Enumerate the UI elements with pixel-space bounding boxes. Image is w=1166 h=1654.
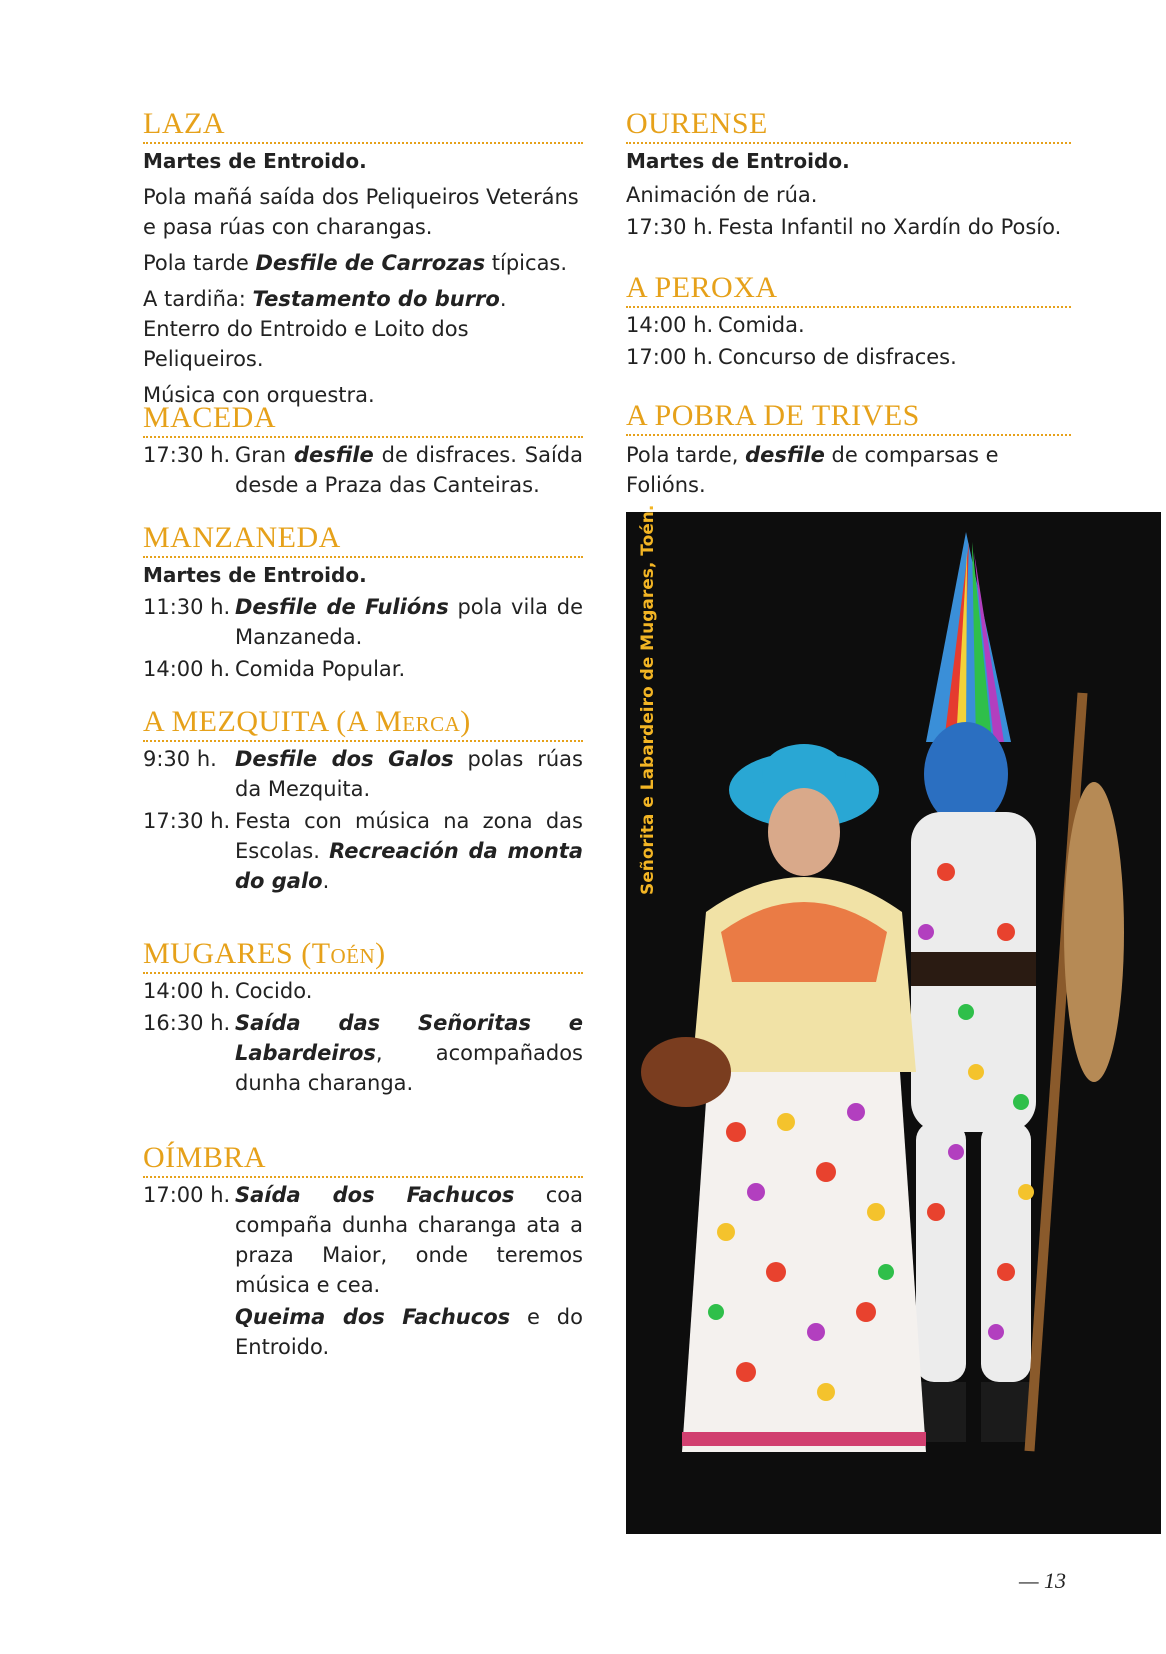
entry-time: 14:00 h.: [626, 313, 714, 337]
schedule-entry: [626, 310, 1071, 340]
entry-time: 17:30 h.: [143, 443, 231, 467]
schedule-entry: [143, 1302, 583, 1362]
schedule-entry: [143, 592, 583, 652]
entry-description: Gran desfile de disfraces. Saída desde a Praza das Canteiras.: [235, 443, 583, 497]
paragraph: Pola tarde, desfile de comparsas e Folións.: [626, 443, 999, 497]
schedule-entry: [626, 212, 1071, 242]
paragraph: Pola mañá saída dos Peliqueiros Veteráns e pasa rúas con charangas.: [143, 185, 579, 239]
entry-description: Saída dos Fachucos coa compaña dunha charanga ata a praza Maior, onde teremos música e cea.: [235, 1183, 583, 1297]
costume-illustration: [626, 512, 1161, 1534]
section-subtitle: Martes de Entroido.: [626, 149, 850, 173]
schedule-entry: [143, 806, 583, 896]
entry-time: 14:00 h.: [143, 657, 231, 681]
entry-time: 17:30 h.: [143, 809, 231, 833]
entry-time: [143, 1302, 235, 1362]
page-number: — 13: [1018, 1568, 1066, 1593]
section-title: A MEZQUITA (A Merca): [143, 706, 583, 742]
entry-time: 16:30 h.: [143, 1011, 231, 1035]
schedule-entry: [143, 1180, 583, 1300]
section-mugares: [143, 938, 583, 1098]
entry-time: 11:30 h.: [143, 595, 231, 619]
section-ourense: [626, 108, 1071, 242]
section-pobra-de-trives: [626, 400, 1071, 500]
schedule-entry: [143, 440, 583, 500]
section-subtitle: Martes de Entroido.: [143, 563, 367, 587]
section-title: A POBRA DE TRIVES: [626, 400, 1071, 436]
paragraph: A tardiña: Testamento do burro. Enterro do Entroido e Loito dos Peliqueiros.: [143, 287, 507, 371]
entry-description: Festa con música na zona das Escolas. Recreación da monta do galo.: [235, 809, 583, 893]
section-title: A PEROXA: [626, 272, 1071, 308]
entry-time: 17:00 h.: [626, 345, 714, 369]
entry-time: 17:00 h.: [143, 1183, 231, 1207]
entry-description: Concurso de disfraces.: [718, 345, 957, 369]
paragraph: Animación de rúa.: [626, 183, 818, 207]
entry-description: Desfile dos Galos polas rúas da Mezquita.: [235, 747, 583, 801]
entry-description: Festa Infantil no Xardín do Posío.: [718, 215, 1062, 239]
carnival-costume-photo: [626, 512, 1161, 1534]
entry-description: Comida.: [718, 313, 805, 337]
section-laza: [143, 108, 583, 410]
section-maceda: [143, 402, 583, 500]
schedule-entry: [143, 976, 583, 1006]
entry-time: 14:00 h.: [143, 979, 231, 1003]
section-title: MACEDA: [143, 402, 583, 438]
schedule-entry: [143, 1008, 583, 1098]
section-peroxa: [626, 272, 1071, 372]
section-title: OÍMBRA: [143, 1142, 583, 1178]
entry-description: Comida Popular.: [235, 657, 406, 681]
section-title: MANZANEDA: [143, 522, 583, 558]
entry-time: 17:30 h.: [626, 215, 714, 239]
entry-description: Queima dos Fachucos e do Entroido.: [235, 1305, 583, 1359]
paragraph: Música con orquestra.: [143, 383, 375, 407]
entry-time: 9:30 h.: [143, 747, 217, 771]
section-oimbra: [143, 1142, 583, 1362]
schedule-entry: [626, 342, 1071, 372]
entry-description: Desfile de Fulións pola vila de Manzaneda.: [235, 595, 584, 649]
entry-description: Cocido.: [235, 979, 313, 1003]
section-title: LAZA: [143, 108, 583, 144]
schedule-entry: [143, 654, 583, 684]
paragraph: Pola tarde Desfile de Carrozas típicas.: [143, 251, 568, 275]
section-subtitle: Martes de Entroido.: [143, 149, 367, 173]
section-title: MUGARES (Toén): [143, 938, 583, 974]
entry-description: Saída das Señoritas e Labardeiros, acompañados dunha charanga.: [235, 1011, 583, 1095]
section-mezquita: [143, 706, 583, 896]
section-manzaneda: [143, 522, 583, 684]
section-title: OURENSE: [626, 108, 1071, 144]
schedule-entry: [143, 744, 583, 804]
